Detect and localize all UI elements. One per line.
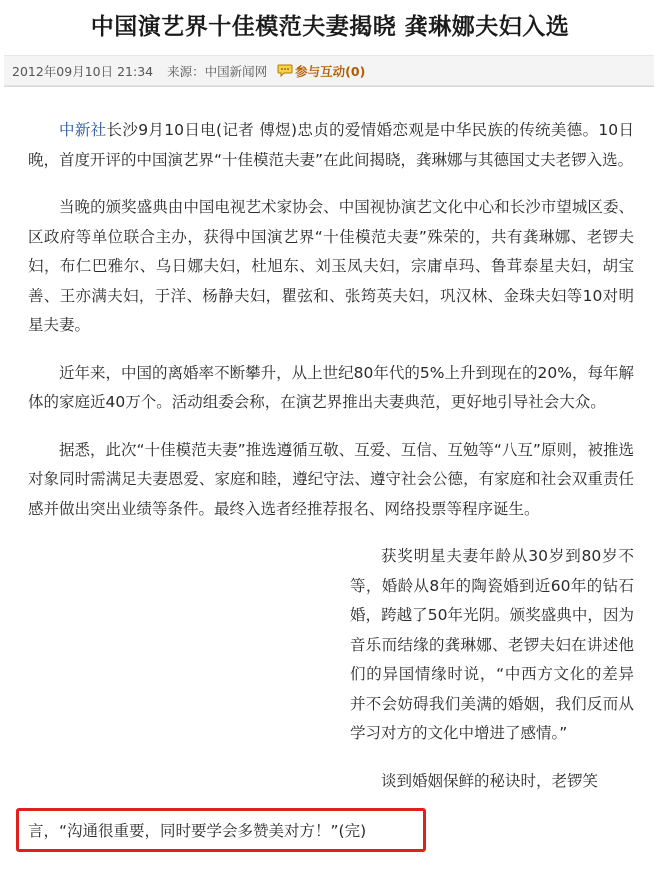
header-divider	[4, 86, 654, 87]
comment-bubble-icon	[277, 64, 293, 78]
source-label: 来源：	[167, 63, 205, 79]
source-name: 中国新闻网	[204, 63, 268, 79]
interact-label[interactable]: 参与互动(0)	[295, 63, 366, 79]
agency-link[interactable]: 中新社	[59, 121, 107, 139]
paragraph-3: 近年来，中国的离婚率不断攀升，从上世纪80年代的5%上升到现在的20%，每年解体的家庭近40万个。活动组委会称，在演艺界推出夫妻典范，更好地引导社会大众。	[28, 363, 634, 411]
article-title: 中国演艺界十佳模范夫妻揭晓 龚琳娜夫妇入选	[90, 14, 570, 40]
paragraph-1-text: 长沙9月10日电(记者 傅煜)忠贞的爱情婚恋观是中华民族的传统美德。10日晚，首度开评的中国演艺界“十佳模范夫妻”在此间揭晓，龚琳娜与其德国丈夫老锣入选。	[28, 121, 634, 169]
highlight-annotation-box	[16, 808, 426, 852]
paragraph-2: 当晚的颁奖盛典由中国电视艺术家协会、中国视协演艺文化中心和长沙市望城区委、区政府等单位联合主办，获得中国演艺界“十佳模范夫妻”殊荣的，共有龚琳娜、老锣夫妇，布仁巴雅尔、乌日娜夫妇，杜旭东、刘玉凤夫妇，宗庸卓玛、鲁茸泰星夫妇，胡宝善、王亦满夫妇，于洋、杨静夫妇，瞿弦和、张筠英夫妇，巩汉林、金珠夫妇等10对明星夫妻。	[28, 198, 634, 334]
publish-date: 2012年09月10日 21:34	[12, 63, 154, 79]
article-meta-bar	[4, 55, 654, 86]
paragraph-4: 据悉，此次“十佳模范夫妻”推选遵循互敬、互爱、互信、互勉等“八互”原则，被推选对象同时需满足夫妻恩爱、家庭和睦，遵纪守法、遵守社会公德，有家庭和社会双重责任感并做出突出业绩等条件。最终入选者经推荐报名、网络投票等程序诞生。	[28, 440, 634, 518]
article-body	[28, 116, 634, 796]
paragraph-6: 谈到婚姻保鲜的秘诀时，老锣笑	[381, 771, 599, 790]
paragraph-5: 获奖明星夫妻年龄从30岁到80岁不等，婚龄从8年的陶瓷婚到近60年的钻石婚，跨越了50年光阴。颁奖盛典中，因为音乐而结缘的龚琳娜、老锣夫妇在讲述他们的异国情缘时说，“中西方文化的差异并不会妨碍我们美满的婚姻，我们反而从学习对方的文化中增进了感情。”	[350, 547, 634, 742]
paragraph-6-last-line: 言，“沟通很重要，同时要学会多赞美对方！”(完)	[28, 822, 367, 840]
interact-link[interactable]	[277, 62, 365, 80]
paragraph-1	[28, 116, 634, 175]
